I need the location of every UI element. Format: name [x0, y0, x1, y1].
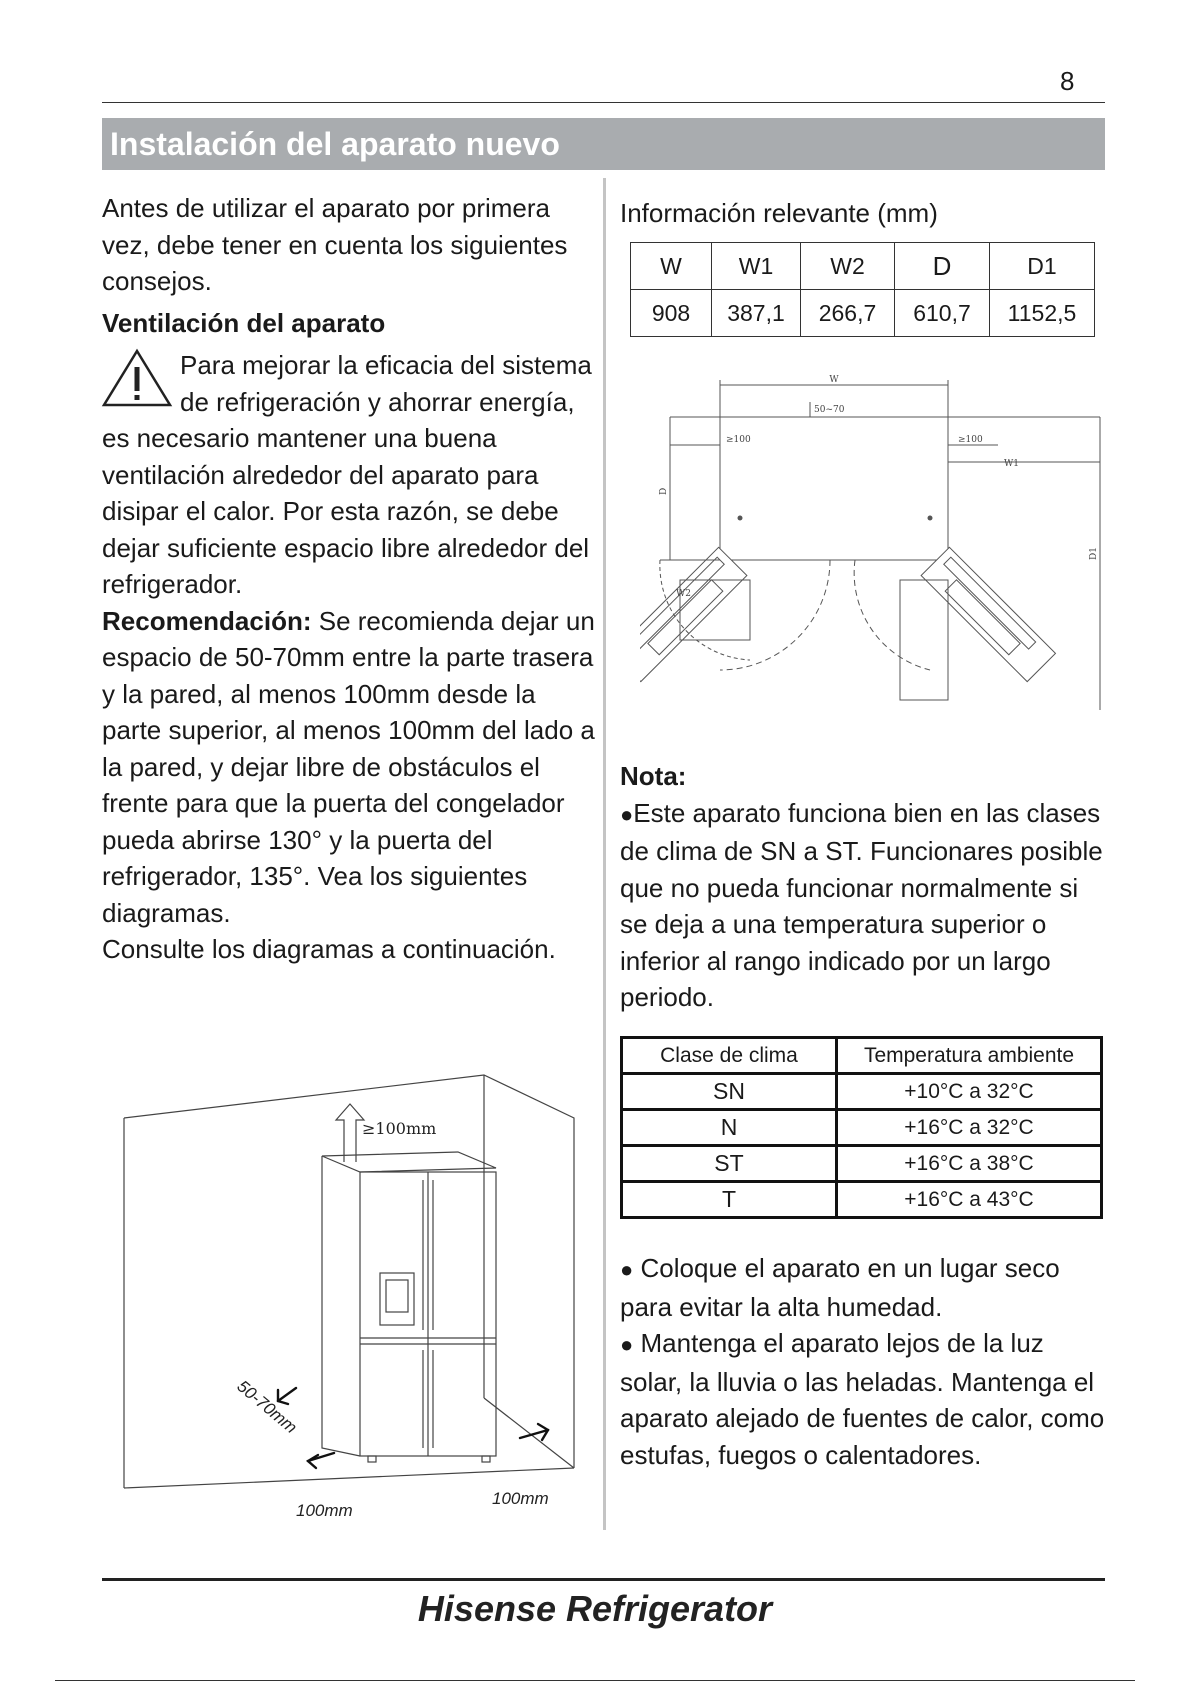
room-label-side-right: 100mm [492, 1489, 549, 1508]
tip-item [620, 1325, 1110, 1473]
climate-class-cell: N [622, 1110, 837, 1146]
note-block [620, 758, 1110, 1016]
dim-value-d1: 1152,5 [990, 289, 1095, 336]
recommendation-text: Se recomienda dejar un espacio de 50-70mm entre la parte trasera y la pared, al menos 100mm desde la parte superior, al menos 100mm del lado a la pared, y dejar libre de obstáculos el frente para que la puerta del congelador pueda abrirse 130° y la puerta del refrigerador, 135°. Vea los siguientes diagramas. [102, 605, 595, 928]
section-title: Instalación del aparato nuevo [102, 118, 1105, 170]
climate-temp-cell: +16°C a 32°C [837, 1110, 1102, 1146]
placement-tips [620, 1250, 1110, 1473]
room-clearance-diagram [118, 1068, 588, 1528]
climate-temp-cell: +16°C a 38°C [837, 1146, 1102, 1182]
note-text: Este aparato funciona bien en las clases de clima de SN a ST. Funcionares posible que no pueda funcionar normalmente si se deja a una temperatura superior o inferior al rango indicado por un largo periodo. [620, 797, 1103, 1012]
table-row [622, 1146, 1102, 1182]
left-column [102, 190, 602, 968]
table-row [622, 1074, 1102, 1110]
dim-value-w: 908 [631, 289, 712, 336]
note-heading: Nota: [620, 761, 687, 791]
plan-label-w1: W1 [1004, 459, 1019, 469]
brand-footer: Hisense Refrigerator [417, 1588, 773, 1629]
tip-text: Mantenga el aparato lejos de la luz solar, la lluvia o las heladas. Mantenga el aparato alejado de fuentes de calor, como estufas, fuegos o calentadores. [620, 1328, 1105, 1470]
climate-temp-cell: +16°C a 43°C [837, 1182, 1102, 1218]
climate-header-row [622, 1038, 1102, 1074]
top-divider [102, 102, 1105, 103]
plan-label-d1: D1 [1089, 547, 1099, 560]
right-column [620, 195, 1110, 337]
climate-class-table [620, 1036, 1103, 1219]
dim-header-w1: W1 [712, 242, 801, 289]
climate-header-temperature: Temperatura ambiente [837, 1038, 1102, 1074]
dimensions-table [630, 242, 1095, 337]
tip-text: Coloque el aparato en un lugar seco para evitar la alta humedad. [620, 1253, 1060, 1322]
dimensions-header-row [631, 242, 1095, 289]
consult-paragraph: Consulte los diagramas a continuación. [102, 934, 556, 964]
recommendation-paragraph [102, 603, 602, 932]
bullet-icon: ● [620, 1332, 634, 1357]
room-label-side-left: 100mm [296, 1501, 353, 1520]
ventilation-heading: Ventilación del aparato [102, 307, 386, 338]
climate-class-cell: T [622, 1182, 837, 1218]
dim-header-w2: W2 [801, 242, 895, 289]
warning-icon [100, 347, 174, 409]
recommendation-label: Recomendación: [102, 605, 312, 636]
warning-text: Para mejorar la eficacia del sistema de refrigeración y ahorrar energía, es necesario mantener una buena ventilación alrededor del aparato para disipar el calor. Por esta razón, se debe dejar suficiente espacio libre alrededor del refrigerador. [102, 350, 592, 599]
climate-header-class: Clase de clima [622, 1038, 837, 1074]
note-paragraph [620, 795, 1110, 1016]
room-label-top: ≥100mm [362, 1119, 437, 1138]
plan-label-side-right: ≥100 [958, 435, 983, 445]
dimensions-caption: Información relevante (mm) [620, 198, 938, 228]
dim-value-w2: 266,7 [801, 289, 895, 336]
ventilation-paragraph [102, 347, 602, 603]
room-label-back: 50-70mm [233, 1376, 301, 1438]
table-row [622, 1182, 1102, 1218]
climate-class-cell: SN [622, 1074, 837, 1110]
clearance-plan-diagram [640, 370, 1110, 715]
table-row [622, 1110, 1102, 1146]
page-bottom-rule [55, 1680, 1135, 1681]
column-divider [603, 178, 606, 1530]
bullet-icon: ● [620, 1257, 634, 1282]
dim-header-d1: D1 [990, 242, 1095, 289]
climate-class-cell: ST [622, 1146, 837, 1182]
plan-label-gap-back: 50~70 [814, 405, 845, 415]
plan-label-side-left: ≥100 [726, 435, 751, 445]
plan-label-d: D [659, 487, 669, 495]
dim-header-w: W [631, 242, 712, 289]
plan-label-w: W [829, 375, 839, 385]
footer-divider [102, 1578, 1105, 1581]
bullet-icon: ● [620, 801, 634, 827]
climate-temp-cell: +10°C a 32°C [837, 1074, 1102, 1110]
dimensions-value-row [631, 289, 1095, 336]
intro-paragraph: Antes de utilizar el aparato por primera vez, debe tener en cuenta los siguientes consejos. [102, 193, 568, 296]
plan-label-w2: W2 [676, 589, 691, 599]
dim-value-d: 610,7 [895, 289, 990, 336]
page-number: 8 [1060, 66, 1075, 96]
dim-value-w1: 387,1 [712, 289, 801, 336]
tip-item [620, 1250, 1110, 1325]
dim-header-d: D [895, 242, 990, 289]
